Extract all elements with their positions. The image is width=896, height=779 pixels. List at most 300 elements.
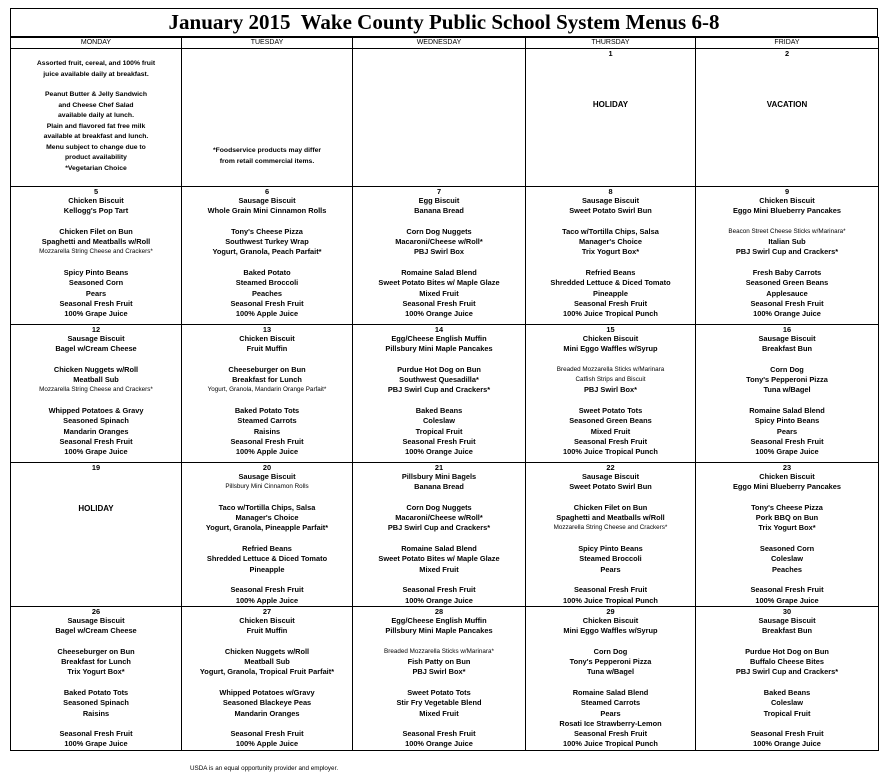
menu-item: Manager's Choice bbox=[579, 237, 642, 247]
usda-footer: USDA is an equal opportunity provider and employer. bbox=[190, 765, 339, 772]
holiday-label: HOLIDAY bbox=[592, 100, 629, 109]
menu-item: Catfish Strips and Biscuit bbox=[575, 376, 646, 384]
menu-item: Breakfast Bun bbox=[761, 344, 813, 354]
menu-item: Stir Fry Vegetable Blend bbox=[396, 698, 482, 708]
day-cell bbox=[182, 463, 353, 607]
menu-item: *Vegetarian Choice bbox=[65, 164, 127, 172]
spacer bbox=[182, 493, 352, 503]
day-number: 1 bbox=[608, 49, 613, 58]
menu-item: Baked Potato bbox=[243, 268, 291, 278]
spacer bbox=[353, 678, 525, 688]
spacer bbox=[696, 493, 878, 503]
spacer bbox=[353, 534, 525, 544]
day-number: 29 bbox=[606, 606, 615, 616]
menu-item: Coleslaw bbox=[770, 698, 804, 708]
menu-item: 100% Orange Juice bbox=[405, 309, 473, 319]
menu-item: Peanut Butter & Jelly Sandwich bbox=[45, 91, 147, 99]
spacer bbox=[11, 80, 181, 90]
day-menu bbox=[182, 196, 352, 320]
menu-item: Seasonal Fresh Fruit bbox=[230, 729, 304, 739]
menu-item: Trix Yogurt Box* bbox=[67, 667, 125, 677]
menu-item: *Foodservice products may differ bbox=[212, 147, 322, 154]
menu-item: Chicken Nuggets w/Roll bbox=[224, 646, 310, 656]
spacer bbox=[182, 575, 352, 585]
menu-item: Sausage Biscuit bbox=[581, 196, 640, 205]
menu-item: available daily at lunch. bbox=[58, 112, 134, 120]
week-row-4 bbox=[11, 463, 879, 607]
day-number: 14 bbox=[434, 325, 444, 334]
menu-item: Romaine Salad Blend bbox=[572, 687, 649, 697]
menu-item: Steamed Broccoli bbox=[235, 278, 299, 288]
day-number: 13 bbox=[262, 325, 272, 334]
menu-item: 100% Juice Tropical Punch bbox=[563, 309, 658, 319]
menu-item: Baked Potato Tots bbox=[234, 406, 300, 416]
menu-item: Seasonal Fresh Fruit bbox=[750, 436, 824, 446]
menu-item: Applesauce bbox=[766, 288, 808, 298]
menu-item: Shredded Lettuce & Diced Tomato bbox=[550, 278, 671, 288]
menu-item: Seasonal Fresh Fruit bbox=[573, 729, 648, 739]
menu-item: Chicken Filet on Bun bbox=[573, 502, 648, 512]
menu-item: Romaine Salad Blend bbox=[401, 268, 477, 278]
menu-item: and Cheese Chef Salad bbox=[58, 101, 134, 109]
menu-item: Seasonal Fresh Fruit bbox=[59, 436, 133, 446]
week-row-5 bbox=[11, 606, 879, 750]
menu-item: Tropical Fruit bbox=[763, 708, 811, 718]
day-number: 2 bbox=[784, 49, 790, 58]
spacer bbox=[182, 678, 352, 688]
menu-item: Taco w/Tortilla Chips, Salsa bbox=[562, 226, 659, 236]
menu-item: Sweet Potato Bites w/ Maple Glaze bbox=[378, 554, 500, 564]
menu-item: 100% Grape Juice bbox=[755, 595, 819, 605]
day-menu bbox=[353, 334, 525, 458]
spacer bbox=[11, 396, 181, 406]
menu-item: Tuna w/Bagel bbox=[586, 667, 635, 677]
spacer bbox=[526, 493, 695, 503]
day-number: 30 bbox=[782, 606, 792, 616]
day-menu bbox=[353, 472, 525, 606]
menu-item: Pears bbox=[776, 426, 798, 436]
menu-item: Sweet Potato Swirl Bun bbox=[569, 206, 652, 216]
menu-item: Peaches bbox=[772, 564, 802, 574]
menu-item: Seasonal Fresh Fruit bbox=[59, 729, 133, 739]
menu-item: Mozzarella String Cheese and Crackers* bbox=[39, 248, 153, 256]
menu-item: Meatball Sub bbox=[244, 657, 290, 667]
spacer bbox=[526, 258, 695, 268]
menu-item: Sausage Biscuit bbox=[67, 334, 125, 343]
menu-item: Seasonal Fresh Fruit bbox=[59, 298, 133, 308]
day-menu bbox=[696, 472, 878, 606]
menu-item: Sweet Potato Bites w/ Maple Glaze bbox=[378, 278, 500, 288]
menu-item: Chicken Biscuit bbox=[759, 472, 815, 481]
menu-item: Buffalo Cheese Bites bbox=[750, 657, 824, 667]
spacer bbox=[353, 719, 525, 729]
menu-item: Yogurt, Granola, Tropical Fruit Parfait* bbox=[199, 667, 335, 677]
menu-item: Chicken Nuggets w/Roll bbox=[53, 364, 139, 374]
day-number: 12 bbox=[91, 325, 101, 334]
menu-item: Romaine Salad Blend bbox=[401, 544, 477, 554]
menu-item: Sausage Biscuit bbox=[238, 196, 296, 205]
day-cell bbox=[182, 606, 353, 750]
menu-item: Steamed Carrots bbox=[237, 416, 297, 426]
menu-item: Pillsbury Mini Bagels bbox=[401, 472, 477, 481]
day-cell bbox=[696, 325, 879, 463]
day-cell bbox=[526, 325, 696, 463]
menu-item: Peaches bbox=[252, 288, 282, 298]
menu-item: Refried Beans bbox=[585, 268, 636, 278]
menu-item: Beacon Street Cheese Sticks w/Marinara* bbox=[728, 227, 846, 235]
week-row-3 bbox=[11, 325, 879, 463]
weekday-header: TUESDAY bbox=[182, 38, 353, 49]
menu-item: Mini Eggo Waffles w/Syrup bbox=[563, 626, 658, 636]
menu-item: from retail commercial items. bbox=[219, 157, 315, 165]
weekday-header: THURSDAY bbox=[526, 38, 696, 49]
menu-item: Italian Sub bbox=[768, 237, 806, 247]
menu-item: Tony's Pepperoni Pizza bbox=[746, 375, 828, 385]
menu-item: Menu subject to change due to bbox=[46, 143, 146, 151]
menu-item: Seasonal Fresh Fruit bbox=[402, 436, 476, 446]
day-cell bbox=[353, 187, 526, 325]
day-menu bbox=[526, 472, 695, 606]
menu-item: 100% Orange Juice bbox=[405, 447, 473, 457]
week-row-2 bbox=[11, 187, 879, 325]
day-number: 7 bbox=[436, 187, 442, 196]
spacer bbox=[182, 719, 352, 729]
menu-item: juice available daily at breakfast. bbox=[43, 70, 149, 78]
day-number: 6 bbox=[264, 187, 270, 196]
menu-item: Fresh Baby Carrots bbox=[752, 268, 822, 278]
menu-item: Mixed Fruit bbox=[419, 288, 459, 298]
day-cell bbox=[182, 187, 353, 325]
menu-item: Seasoned Green Beans bbox=[569, 416, 652, 426]
menu-item: Seasonal Fresh Fruit bbox=[573, 298, 648, 308]
spacer bbox=[696, 217, 878, 227]
spacer bbox=[696, 575, 878, 585]
day-menu bbox=[696, 196, 878, 320]
menu-item: Chicken Biscuit bbox=[582, 615, 639, 625]
menu-item: Seasoned Green Beans bbox=[745, 278, 829, 288]
menu-item: Coleslaw bbox=[422, 416, 456, 426]
menu-item: 100% Orange Juice bbox=[753, 739, 821, 749]
menu-item: Seasoned Corn bbox=[759, 544, 815, 554]
menu-item: Raisins bbox=[82, 708, 110, 718]
spacer bbox=[526, 636, 695, 646]
spacer bbox=[182, 636, 352, 646]
holiday-label: HOLIDAY bbox=[78, 504, 114, 513]
menu-item: Pillsbury Mini Cinnamon Rolls bbox=[225, 483, 309, 491]
day-number: 9 bbox=[784, 187, 790, 196]
menu-item: Mixed Fruit bbox=[419, 564, 459, 574]
menu-item: Pork BBQ on Bun bbox=[755, 513, 819, 523]
day-cell bbox=[11, 463, 182, 607]
menu-item: 100% Orange Juice bbox=[405, 595, 473, 605]
menu-item: Baked Beans bbox=[415, 406, 463, 416]
menu-item: Sausage Biscuit bbox=[581, 472, 640, 481]
day-menu bbox=[353, 616, 525, 750]
menu-item: Seasonal Fresh Fruit bbox=[402, 729, 476, 739]
menu-item: Assorted fruit, cereal, and 100% fruit bbox=[36, 60, 156, 67]
day-menu bbox=[11, 616, 181, 750]
menu-item: Egg Biscuit bbox=[418, 196, 460, 205]
spacer bbox=[182, 396, 352, 406]
day-cell bbox=[353, 463, 526, 607]
menu-item: Mozzarella String Cheese and Crackers* bbox=[553, 524, 668, 532]
day-cell bbox=[11, 325, 182, 463]
menu-item: Breaded Mozzarella Sticks w/Marinara* bbox=[384, 647, 494, 655]
menu-item: Seasonal Fresh Fruit bbox=[230, 298, 304, 308]
menu-sheet bbox=[10, 8, 878, 772]
day-cell bbox=[11, 606, 182, 750]
menu-item: Bagel w/Cream Cheese bbox=[55, 344, 137, 354]
menu-item: 100% Juice Tropical Punch bbox=[563, 447, 658, 457]
menu-item: Baked Potato Tots bbox=[63, 687, 129, 697]
menu-item: Seasoned Spinach bbox=[63, 416, 129, 426]
spacer bbox=[182, 258, 352, 268]
menu-item: Tony's Cheese Pizza bbox=[231, 226, 303, 236]
menu-item: Tropical Fruit bbox=[415, 426, 463, 436]
menu-item: Fish Patty on Bun bbox=[407, 657, 471, 667]
day-menu bbox=[353, 196, 525, 320]
menu-item: Pears bbox=[600, 708, 621, 718]
menu-item: Breakfast for Lunch bbox=[232, 375, 302, 385]
menu-item: Steamed Broccoli bbox=[579, 554, 642, 564]
day-menu bbox=[11, 334, 181, 458]
menu-item: Seasonal Fresh Fruit bbox=[573, 436, 648, 446]
spacer bbox=[696, 396, 878, 406]
spacer bbox=[526, 575, 695, 585]
menu-item: Egg/Cheese English Muffin bbox=[391, 334, 487, 343]
day-menu bbox=[182, 616, 352, 750]
day-number: 28 bbox=[434, 606, 444, 616]
menu-item: Seasoned Blackeye Peas bbox=[222, 698, 312, 708]
menu-item: Pillsbury Mini Maple Pancakes bbox=[385, 626, 493, 636]
menu-item: Chicken Biscuit bbox=[68, 196, 124, 205]
day-number: 22 bbox=[606, 463, 615, 472]
menu-item: 100% Apple Juice bbox=[235, 309, 299, 319]
spacer bbox=[696, 678, 878, 688]
spacer bbox=[353, 258, 525, 268]
day-cell bbox=[526, 187, 696, 325]
menu-item: Corn Dog Nuggets bbox=[406, 226, 472, 236]
spacer bbox=[696, 719, 878, 729]
spacer bbox=[526, 217, 695, 227]
menu-item: Mandarin Oranges bbox=[234, 708, 300, 718]
menu-item: Purdue Hot Dog on Bun bbox=[397, 364, 481, 374]
menu-item: product availability bbox=[65, 154, 127, 162]
spacer bbox=[11, 355, 181, 365]
menu-item: Mandarin Oranges bbox=[63, 426, 129, 436]
spacer bbox=[526, 534, 695, 544]
menu-item: PBJ Swirl Box* bbox=[412, 667, 466, 677]
day-cell bbox=[696, 606, 879, 750]
menu-item: Sausage Biscuit bbox=[238, 472, 296, 481]
menu-item: Baked Beans bbox=[763, 687, 811, 697]
note-cell bbox=[182, 49, 353, 187]
menu-item: Seasonal Fresh Fruit bbox=[230, 436, 304, 446]
menu-item: PBJ Swirl Box* bbox=[584, 385, 637, 395]
menu-item: Sausage Biscuit bbox=[758, 334, 816, 343]
menu-item: Tony's Pepperoni Pizza bbox=[569, 657, 652, 667]
menu-item: Pineapple bbox=[593, 288, 628, 298]
menu-item: 100% Grape Juice bbox=[64, 447, 128, 457]
day-menu bbox=[696, 616, 878, 750]
day-menu bbox=[182, 472, 352, 606]
spacer bbox=[11, 217, 181, 227]
week-row-1 bbox=[11, 49, 879, 187]
menu-item: Seasonal Fresh Fruit bbox=[750, 729, 824, 739]
spacer bbox=[353, 355, 525, 365]
day-cell bbox=[526, 49, 696, 187]
menu-item: Seasonal Fresh Fruit bbox=[750, 585, 824, 595]
day-cell bbox=[353, 325, 526, 463]
spacer bbox=[526, 678, 695, 688]
menu-item: Breakfast Bun bbox=[761, 626, 813, 636]
page-title: January 2015 Wake County Public School System Menus 6-8 bbox=[10, 8, 878, 37]
spacer bbox=[11, 678, 181, 688]
menu-item: Chicken Biscuit bbox=[582, 334, 639, 343]
menu-item: Southwest Quesadilla* bbox=[399, 375, 479, 385]
spacer bbox=[11, 719, 181, 729]
day-menu bbox=[182, 334, 352, 458]
menu-item: 100% Apple Juice bbox=[235, 595, 299, 605]
menu-item: Breakfast for Lunch bbox=[61, 657, 131, 667]
menu-item: Eggo Mini Blueberry Pancakes bbox=[732, 482, 842, 492]
menu-item: 100% Grape Juice bbox=[755, 447, 819, 457]
menu-item: 100% Orange Juice bbox=[753, 309, 821, 319]
day-cell bbox=[11, 187, 182, 325]
spacer bbox=[696, 636, 878, 646]
menu-item: 100% Apple Juice bbox=[235, 447, 299, 457]
menu-item: Seasonal Fresh Fruit bbox=[402, 298, 476, 308]
menu-item: Fruit Muffin bbox=[246, 344, 288, 354]
menu-item: 100% Grape Juice bbox=[64, 309, 128, 319]
menu-item: Taco w/Tortilla Chips, Salsa bbox=[218, 502, 316, 512]
menu-item: Whipped Potatoes & Gravy bbox=[48, 406, 144, 416]
day-cell bbox=[526, 463, 696, 607]
menu-item: Pears bbox=[85, 288, 107, 298]
weekday-header: MONDAY bbox=[11, 38, 182, 49]
menu-item: Seasonal Fresh Fruit bbox=[402, 585, 476, 595]
menu-item: Egg/Cheese English Muffin bbox=[391, 615, 487, 625]
menu-item: Cheeseburger on Bun bbox=[228, 364, 306, 374]
menu-item: 100% Grape Juice bbox=[64, 739, 128, 749]
menu-item: Fruit Muffin bbox=[246, 626, 288, 636]
menu-item: Romaine Salad Blend bbox=[749, 406, 825, 416]
menu-item: 100% Apple Juice bbox=[235, 739, 299, 749]
spacer bbox=[353, 217, 525, 227]
menu-calendar bbox=[10, 37, 879, 751]
weekday-header: WEDNESDAY bbox=[353, 38, 526, 49]
weekday-header-row bbox=[11, 38, 879, 49]
day-cell bbox=[696, 187, 879, 325]
menu-item: Coleslaw bbox=[770, 554, 804, 564]
menu-item: PBJ Swirl Cup and Crackers* bbox=[735, 667, 839, 677]
menu-item: Macaroni/Cheese w/Roll* bbox=[395, 237, 483, 247]
spacer bbox=[182, 534, 352, 544]
info-cell bbox=[11, 49, 182, 187]
menu-item: Trix Yogurt Box* bbox=[758, 523, 816, 533]
menu-item: 100% Juice Tropical Punch bbox=[563, 595, 658, 605]
day-number: 16 bbox=[782, 325, 792, 334]
menu-item: PBJ Swirl Cup and Crackers* bbox=[735, 247, 839, 257]
menu-item: Spicy Pinto Beans bbox=[578, 544, 643, 554]
spacer bbox=[526, 355, 695, 365]
menu-item: Shredded Lettuce & Diced Tomato bbox=[206, 554, 328, 564]
menu-item: Trix Yogurt Box* bbox=[581, 247, 640, 257]
spacer bbox=[353, 493, 525, 503]
day-cell bbox=[182, 325, 353, 463]
menu-item: Bagel w/Cream Cheese bbox=[55, 626, 137, 636]
spacer bbox=[526, 396, 695, 406]
menu-item: Southwest Turkey Wrap bbox=[225, 237, 309, 247]
menu-item: Seasoned Corn bbox=[68, 278, 124, 288]
menu-item: PBJ Swirl Cup and Crackers* bbox=[387, 385, 491, 395]
menu-item: Spicy Pinto Beans bbox=[754, 416, 820, 426]
menu-item: Spaghetti and Meatballs w/Roll bbox=[41, 237, 151, 247]
menu-item: Cheeseburger on Bun bbox=[57, 646, 135, 656]
menu-item: Macaroni/Cheese w/Roll* bbox=[395, 513, 483, 523]
menu-item: Chicken Biscuit bbox=[239, 615, 295, 625]
menu-item: Refried Beans bbox=[242, 544, 292, 554]
menu-item: Mixed Fruit bbox=[419, 708, 459, 718]
menu-item: Tuna w/Bagel bbox=[763, 385, 811, 395]
day-number: 23 bbox=[782, 463, 792, 472]
spacer bbox=[353, 575, 525, 585]
menu-item: Spicy Pinto Beans bbox=[63, 268, 129, 278]
spacer bbox=[696, 355, 878, 365]
menu-item: Seasonal Fresh Fruit bbox=[573, 585, 648, 595]
spacer bbox=[696, 534, 878, 544]
day-menu bbox=[526, 334, 695, 458]
menu-item: Chicken Biscuit bbox=[239, 334, 295, 343]
spacer bbox=[182, 217, 352, 227]
menu-item: Banana Bread bbox=[414, 206, 464, 216]
menu-item: Yogurt, Granola, Pineapple Parfait* bbox=[205, 523, 329, 533]
day-number: 8 bbox=[608, 187, 613, 196]
menu-item: Breaded Mozzarella Sticks w/Marinara bbox=[556, 365, 665, 373]
menu-info-text bbox=[11, 49, 181, 174]
menu-item: Sweet Potato Tots bbox=[578, 406, 643, 416]
day-menu bbox=[526, 196, 695, 320]
spacer bbox=[182, 355, 352, 365]
menu-item: Kellogg's Pop Tart bbox=[63, 206, 129, 216]
spacer bbox=[353, 396, 525, 406]
menu-item: Tony's Cheese Pizza bbox=[751, 502, 823, 512]
day-number: 26 bbox=[91, 606, 101, 616]
menu-item: Spaghetti and Meatballs w/Roll bbox=[556, 513, 665, 523]
menu-item: PBJ Swirl Box bbox=[413, 247, 465, 257]
menu-item: Yogurt, Granola, Peach Parfait* bbox=[212, 247, 322, 257]
spacer bbox=[696, 258, 878, 268]
menu-item: Corn Dog Nuggets bbox=[406, 502, 472, 512]
menu-item: Manager's Choice bbox=[235, 513, 299, 523]
menu-item: 100% Orange Juice bbox=[405, 739, 473, 749]
vacation-label: VACATION bbox=[766, 100, 808, 109]
day-cell bbox=[696, 463, 879, 607]
menu-item: Pears bbox=[600, 564, 621, 574]
menu-item: Corn Dog bbox=[770, 364, 804, 374]
menu-item: Seasoned Spinach bbox=[63, 698, 129, 708]
menu-item: 100% Juice Tropical Punch bbox=[563, 739, 658, 749]
empty-day-cell bbox=[353, 49, 526, 187]
menu-item: Raisins bbox=[253, 426, 281, 436]
day-menu bbox=[696, 334, 878, 458]
menu-item: Pineapple bbox=[249, 564, 285, 574]
menu-item: Whipped Potatoes w/Gravy bbox=[219, 687, 315, 697]
menu-item: Sweet Potato Tots bbox=[407, 687, 471, 697]
menu-item: Rosati Ice Strawberry-Lemon bbox=[559, 718, 662, 728]
day-number: 5 bbox=[93, 187, 99, 196]
menu-item: Mixed Fruit bbox=[590, 426, 631, 436]
